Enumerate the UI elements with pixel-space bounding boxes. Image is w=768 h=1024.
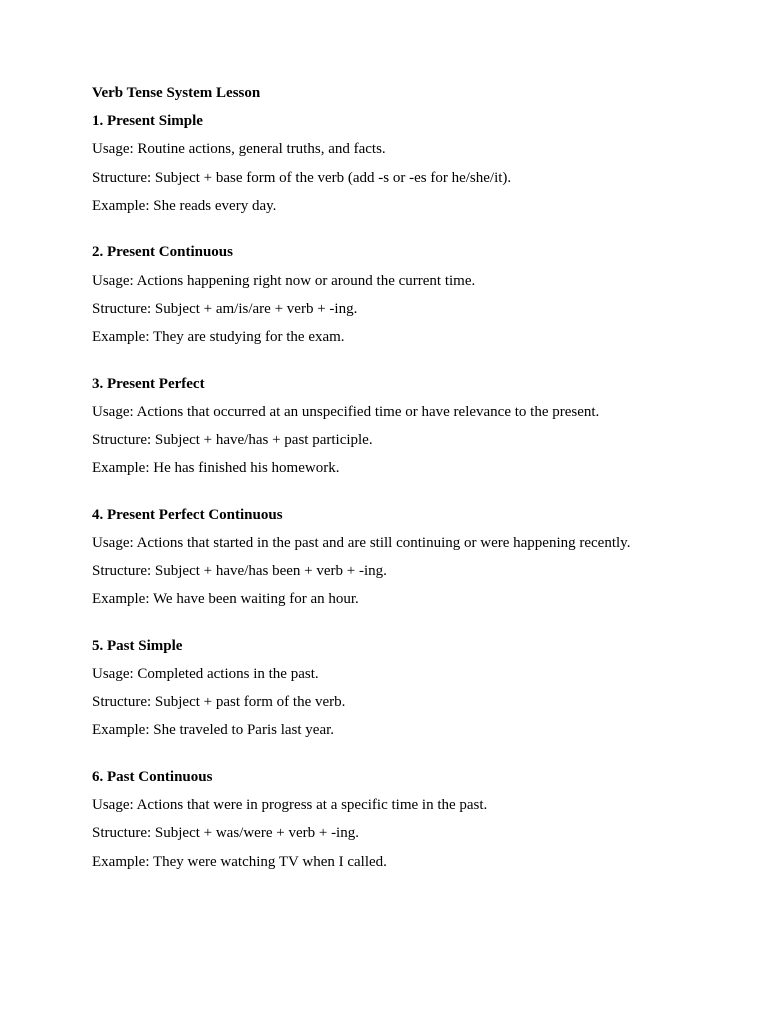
usage-text: Usage: Completed actions in the past. <box>92 666 319 682</box>
usage-text: Usage: Actions that occurred at an unspecified time or have relevance to the present. <box>92 403 600 420</box>
example-text: Example: He has finished his homework. <box>92 460 340 477</box>
section-heading: 1. Present Simple <box>92 113 203 130</box>
document-body <box>92 84 732 881</box>
example-text: Example: They are studying for the exam. <box>92 328 345 345</box>
usage-text: Usage: Routine actions, general truths, and facts. <box>92 141 386 158</box>
section-heading: 6. Past Continuous <box>92 768 213 785</box>
example-text: Example: She reads every day. <box>92 197 277 214</box>
document-title: Verb Tense System Lesson <box>92 85 261 101</box>
structure-text: Structure: Subject + am/is/are + verb + -ing. <box>92 300 358 317</box>
section-heading: 3. Present Perfect <box>92 375 205 392</box>
structure-text: Structure: Subject + base form of the verb (add -s or -es for he/she/it). <box>92 169 512 186</box>
tense-section-past-simple <box>92 637 732 741</box>
structure-text: Structure: Subject + was/were + verb + -ing. <box>92 825 359 842</box>
usage-text: Usage: Actions that started in the past and are still continuing or were happening recently. <box>92 534 631 551</box>
example-text: Example: We have been waiting for an hour. <box>92 591 359 608</box>
tense-section-present-perfect-continuous <box>92 506 732 610</box>
tense-section-present-perfect <box>92 375 732 479</box>
structure-text: Structure: Subject + have/has been + verb + -ing. <box>92 563 387 580</box>
tense-section-present-continuous <box>92 243 732 347</box>
section-heading: 5. Past Simple <box>92 637 183 654</box>
structure-text: Structure: Subject + past form of the verb. <box>92 694 346 711</box>
tense-section-present-simple <box>92 112 732 216</box>
example-text: Example: They were watching TV when I called. <box>92 853 387 870</box>
structure-text: Structure: Subject + have/has + past participle. <box>92 431 373 448</box>
usage-text: Usage: Actions happening right now or around the current time. <box>92 272 476 289</box>
example-text: Example: She traveled to Paris last year. <box>92 722 335 739</box>
section-heading: 2. Present Continuous <box>92 244 233 261</box>
section-heading: 4. Present Perfect Continuous <box>92 506 283 523</box>
tense-section-past-continuous <box>92 768 732 872</box>
usage-text: Usage: Actions that were in progress at a specific time in the past. <box>92 797 488 814</box>
